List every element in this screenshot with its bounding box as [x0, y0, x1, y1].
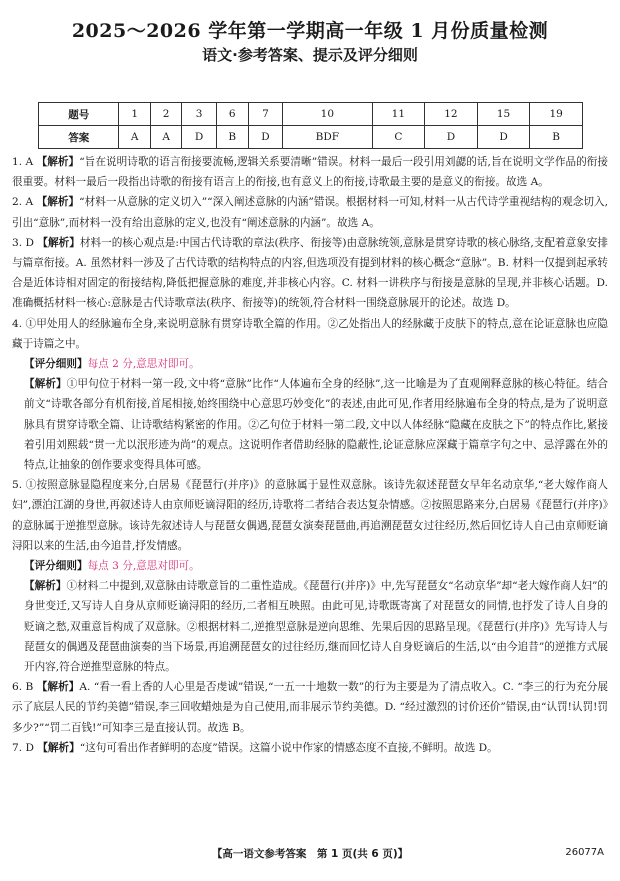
item-q5	[12, 475, 608, 556]
item-text: “这句可看出作者鲜明的态度”错误。这篇小说中作家的情感态度不直接,不鲜明。故选 D。	[79, 741, 498, 754]
item-number: 6. B	[12, 681, 37, 694]
answer-cell: A	[119, 126, 150, 149]
row-header-answer: 答案	[39, 126, 119, 149]
row-header-number: 题号	[39, 103, 119, 126]
score-text: 每点 2 分,意思对即可。	[87, 358, 200, 371]
answer-table	[38, 102, 583, 149]
answer-cell: B	[216, 126, 248, 149]
question-number: 10	[283, 103, 372, 126]
score-text: 每点 3 分,意思对即可。	[87, 560, 200, 573]
item-number: 1. A	[12, 156, 37, 168]
analysis-tag: 【解析】	[24, 580, 67, 593]
analysis-tag: 【解析】	[37, 741, 80, 754]
item-text: A. “看一看上香的人心里是否虔诚”错误,“一五一十地数一数”的行为主要是为了清点收入。C. “李三的行为充分展示了底层人民的节约美德”错误,李三回收蜡烛是为自己使用,而非展示节约美德。D. “经过激烈的讨价还价”错误,由“认罚!认罚!罚多少?”“罚二百钱!”可知李三是直接认罚。故选 B。	[12, 681, 609, 734]
answer-cell: B	[530, 126, 583, 149]
analysis-tag: 【解析】	[24, 378, 67, 391]
answer-table-answer-row	[39, 126, 583, 149]
question-number: 3	[182, 103, 216, 126]
item-q6	[12, 677, 608, 738]
page-footer: 【高一语文参考答案 第 1 页(共 6 页)】	[211, 848, 409, 860]
question-number: 19	[530, 103, 583, 126]
question-number: 2	[150, 103, 181, 126]
question-number: 1	[119, 103, 150, 126]
answer-cell: BDF	[283, 126, 372, 149]
item-q4-score	[12, 354, 608, 374]
item-q4-analysis	[12, 374, 608, 475]
page-subtitle: 语文·参考答案、提示及评分细则	[202, 46, 418, 64]
question-number: 11	[372, 103, 425, 126]
answer-explanations	[12, 152, 608, 758]
document-code: 26077A	[565, 847, 604, 858]
item-text: “旨在说明诗歌的语言衔接要流畅,逻辑关系要清晰”错误。材料一最后一段引用刘勰的话,旨在说明文学作品的衔接很重要。材料一最后一段指出诗歌的衔接有语言上的衔接,也有意义上的衔接,诗歌最主要的是意义的衔接。故选 A。	[12, 156, 609, 189]
analysis-tag: 【解析】	[37, 236, 80, 249]
answer-cell: C	[372, 126, 425, 149]
item-text: ①甲处用人的经脉遍布全身,来说明意脉有贯穿诗歌全篇的作用。②乙处指出人的经脉藏于皮肤下的特点,意在论证意脉也应隐藏于诗篇之中。	[12, 317, 608, 350]
item-text: “材料一从意脉的定义切入”“深入阐述意脉的内涵”错误。根据材料一可知,材料一从古代诗学重视结构的观念切入,引出“意脉”,而材料一没有给出意脉的定义,也没有“阐述意脉的内涵”。故选 A。	[12, 196, 608, 229]
answer-cell: D	[477, 126, 530, 149]
item-number: 4.	[12, 317, 26, 330]
answer-cell: A	[150, 126, 181, 149]
answer-cell: D	[248, 126, 282, 149]
item-text: 材料一的核心观点是:中国古代诗歌的章法(秩序、衔接等)由意脉统领,意脉是贯穿诗歌的核心脉络,支配着意象安排与篇章衔接。A. 虽然材料一涉及了古代诗歌的结构特点的内容,但选项没有提到材料的核心概念“意脉”。B. 材料一仅提到起承转合是近体诗相对固定的衔接结构,降低把握意脉的难度,并非核心内容。C. 材料一讲秩序与衔接是意脉的呈现,并非核心话题。D. 准确概括材料一核心:意脉是古代诗歌章法(秩序、衔接等)的统领,符合材料一围绕意脉展开的论述。故选 D。	[12, 236, 609, 310]
item-number: 5.	[12, 479, 26, 492]
item-text: ①按照意脉显隐程度来分,白居易《琵琶行(并序)》的意脉属于显性双意脉。该诗先叙述琵琶女早年名动京华,“老大嫁作商人妇”,漂泊江湖的身世,再叙述诗人由京师贬谪浔阳的经历,诗歌将二者结合表达复杂情感。②按照思路来分,白居易《琵琶行(并序)》的意脉属于逆推型意脉。该诗先叙述诗人与琵琶女偶遇,琵琶女演奏琵琶曲,再追溯琵琶女过往经历,然后回忆诗人自己由京师贬谪浔阳以来的生活,由今追昔,抒发情感。	[12, 479, 608, 552]
answer-cell: D	[425, 126, 478, 149]
answer-table-number-row	[39, 103, 583, 126]
item-q7	[12, 738, 608, 758]
item-q3	[12, 233, 608, 314]
item-number: 2. A	[12, 196, 37, 209]
analysis-tag: 【解析】	[36, 156, 80, 168]
analysis-tag: 【解析】	[36, 681, 80, 694]
item-number: 7. D	[12, 741, 38, 754]
question-number: 6	[216, 103, 248, 126]
analysis-text: ①甲句位于材料一第一段,文中将“意脉”比作“人体遍布全身的经脉”,这一比喻是为了直观阐释意脉的核心特征。结合前文“诗歌各部分有机衔接,首尾相接,始终围绕中心意思巧妙变化”的表述,由此可见,作者用经脉遍布全身的特点,是为了说明意脉具有贯穿诗歌全篇、让诗歌结构紧密的作用。②乙句位于材料一第二段,文中以人体经脉“隐藏在皮肤之下”的特点作比,紧接着引用刘熙载“贯一尤以泯形迹为尚”的观点。这说明作者借助经脉的隐蔽性,论证意脉应深藏于篇章字句之中、忌浮露在外的特点,让抽象的创作要求变得具体可感。	[24, 378, 608, 472]
page-title: 2025～2026 学年第一学期高一年级 1 月份质量检测	[71, 20, 549, 42]
item-number: 3. D	[12, 236, 38, 249]
question-number: 15	[477, 103, 530, 126]
score-tag: 【评分细则】	[24, 560, 88, 573]
item-q1	[12, 152, 608, 192]
item-q2	[12, 192, 608, 232]
analysis-text: ①材料二中提到,双意脉由诗歌意旨的二重性造成。《琵琶行(并序)》中,先写琵琶女“名动京华”却“老大嫁作商人妇”的身世变迁,又写诗人自身从京师贬谪浔阳的经历,二者相互映照。由此可见,诗歌既寄寓了对琵琶女的同情,也抒发了诗人自身的贬谪之愁,双重意旨构成了双意脉。②根据材料二,逆推型意脉是逆向思维、先果后因的思路呈现。《琵琶行(并序)》先写诗人与琵琶女的偶遇及琵琶曲演奏的当下场景,再追溯琵琶女的过往经历,继而回忆诗人自身贬谪后的生活,以“由今追昔”的逆推方式展开内容,符合逆推型意脉的特点。	[24, 580, 608, 674]
answer-cell: D	[182, 126, 216, 149]
question-number: 12	[425, 103, 478, 126]
item-q5-analysis	[12, 576, 608, 677]
analysis-tag: 【解析】	[36, 196, 80, 209]
score-tag: 【评分细则】	[24, 358, 88, 371]
question-number: 7	[248, 103, 282, 126]
item-q5-score	[12, 556, 608, 576]
item-q4	[12, 314, 608, 354]
